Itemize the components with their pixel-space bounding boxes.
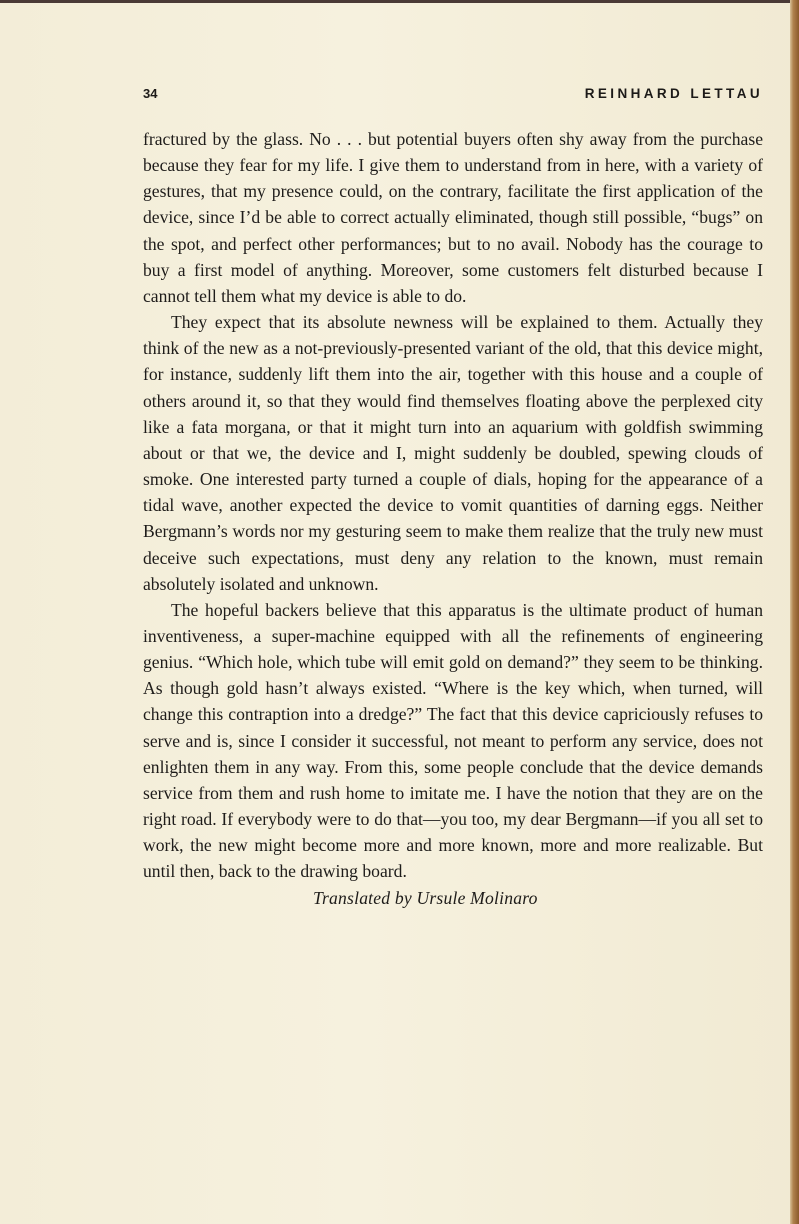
page-header (143, 84, 763, 106)
paragraph-2: They expect that its absolute newness will be explained to them. Actually they think of the new as a not-previously-presented variant of the old, that this device might, for instance, suddenly lift them into the air, together with this house and a couple of others around it, so that they would find themselves floating above the perplexed city like a fata morgana, or that it might turn into an aquarium with goldfish swimming about or that we, the device and I, might suddenly be doubled, spewing clouds of smoke. One interested party turned a couple of dials, hoping for the appearance of a tidal wave, another expected the device to vomit quantities of darning eggs. Neither Bergmann’s words nor my gesturing seem to make them realize that the truly new must deceive such expectations, must deny any relation to the known, must remain absolutely isolated and unknown. (143, 312, 763, 594)
page-number: 34 (143, 86, 158, 101)
running-head: REINHARD LETTAU (584, 86, 763, 101)
paragraph-3: The hopeful backers believe that this apparatus is the ultimate product of human inventiveness, a super-machine equipped with all the refinements of engineering genius. “Which hole, which tube will emit gold on demand?” they seem to be thinking. As though gold hasn’t always existed. “Where is the key which, when turned, will change this contraption into a dredge?” The fact that this device capriciously refuses to serve and is, since I consider it successful, not meant to perform any service, does not enlighten them in any way. From this, some people conclude that the device demands service from them and rush home to imitate me. I have the notion that they are on the right road. If everybody were to do that—you too, my dear Bergmann—if you all set to work, the new might become more and more known, more and more realizable. But until then, back to the drawing board. (143, 599, 763, 882)
translator-credit: Translated by Ursule Molinaro (313, 887, 538, 908)
book-spine-edge (790, 0, 799, 1224)
body-text (143, 126, 763, 911)
paragraph-1: fractured by the glass. No . . . but potential buyers often shy away from the purchase because they fear for my life. I give them to understand from in here, with a variety of gestures, that my presence could, on the contrary, facilitate the first application of the device, since I’d be able to correct actually eliminated, though still possible, “bugs” on the spot, and perfect other performances; but to no avail. Nobody has the courage to buy a first model of anything. Moreover, some customers felt disturbed because I cannot tell them what my device is able to do. (143, 129, 763, 306)
page-top-edge (0, 0, 799, 3)
